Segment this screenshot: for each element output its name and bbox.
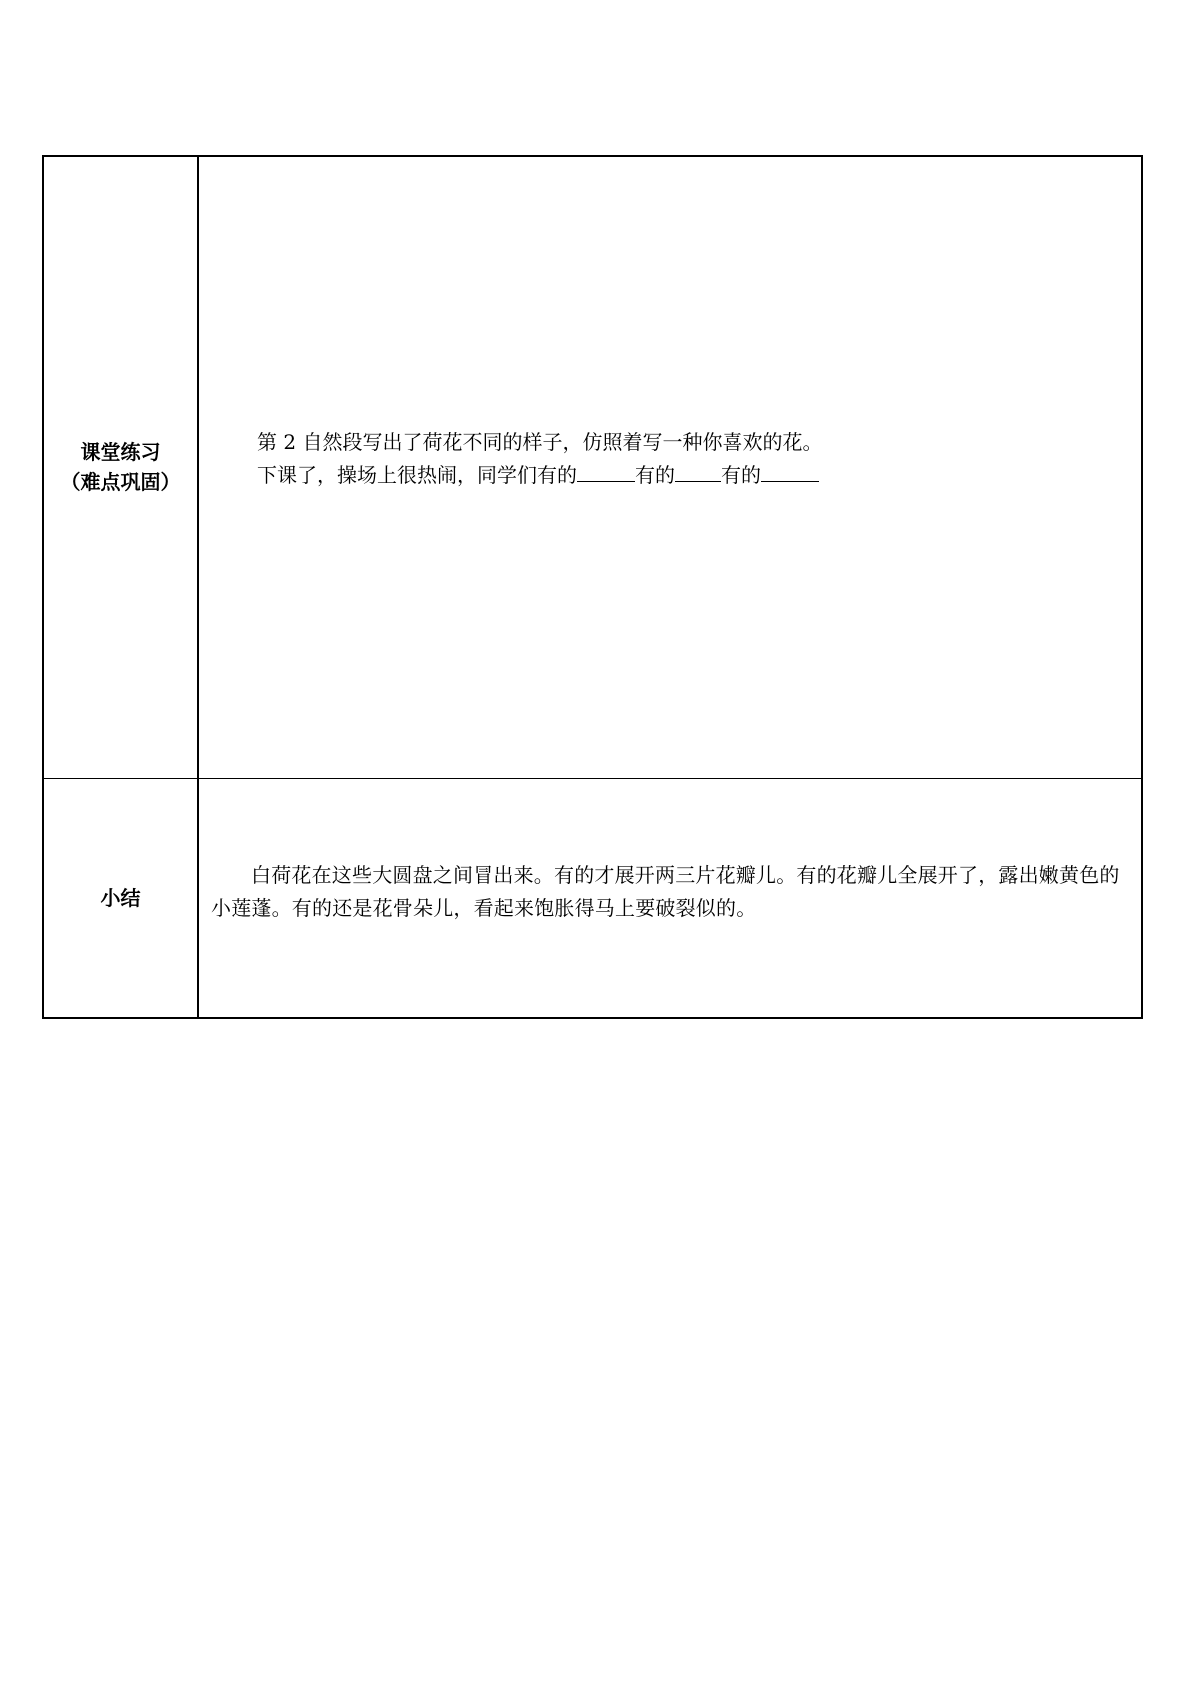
sentence-part-2: 有的 xyxy=(635,463,675,488)
practice-label-cell xyxy=(43,156,198,778)
summary-content-cell xyxy=(198,778,1142,1018)
summary-label: 小结 xyxy=(100,885,141,910)
practice-exercise xyxy=(211,426,1131,492)
sentence-part-1: 下课了，操场上很热闹，同学们有的 xyxy=(257,463,577,488)
practice-label: 课堂练习 xyxy=(80,440,161,465)
table-row xyxy=(43,156,1142,778)
practice-content-cell xyxy=(198,156,1142,778)
practice-sublabel: （难点巩固） xyxy=(60,470,181,495)
sentence-part-3: 有的 xyxy=(721,463,761,488)
exercise-sentence xyxy=(257,459,1131,492)
summary-text: 白荷花在这些大圆盘之间冒出来。有的才展开两三片花瓣儿。有的花瓣儿全展开了，露出嫩黄色的小莲蓬。有的还是花骨朵儿，看起来饱胀得马上要破裂似的。 xyxy=(211,862,1120,920)
summary-label-cell xyxy=(43,778,198,1018)
lesson-table xyxy=(42,155,1143,1019)
table-row xyxy=(43,778,1142,1018)
fill-blank-1 xyxy=(577,459,635,482)
fill-blank-2 xyxy=(675,459,721,482)
fill-blank-3 xyxy=(761,459,819,482)
exercise-prompt: 第 2 自然段写出了荷花不同的样子，仿照着写一种你喜欢的花。 xyxy=(257,430,823,455)
